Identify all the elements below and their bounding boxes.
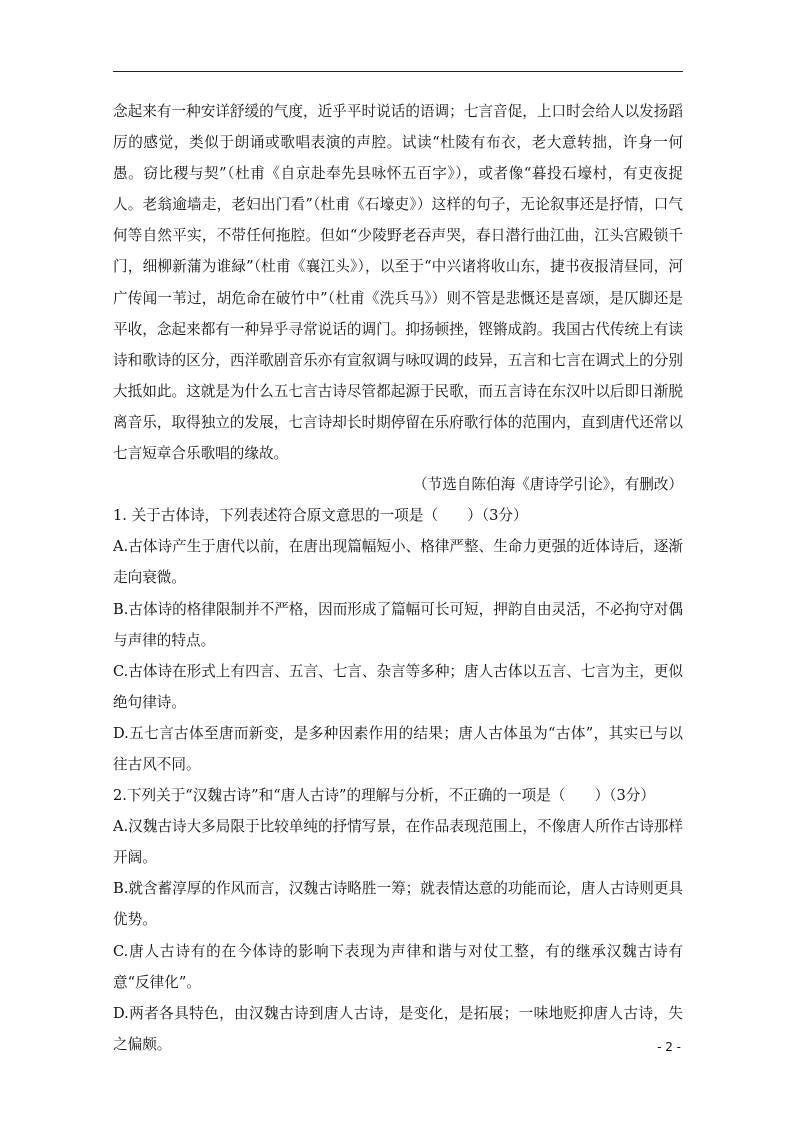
question-1-option-b: B.古体诗的格律限制并不严格，因而形成了篇幅可长可短，押韵自由灵活，不必拘守对偶与声律的特点。 (113, 600, 683, 649)
question-2-option-b: B.就含蓄淳厚的作风而言，汉魏古诗略胜一筹；就表情达意的功能而论，唐人古诗则更具优势。 (113, 880, 683, 929)
question-1-stem: 1. 关于古体诗，下列表述符合原文意思的一项是（ ）（3分） (113, 507, 528, 525)
passage-paragraph: 念起来有一种安详舒缓的气度，近乎平时说话的语调；七言音促，上口时会给人以发扬蹈厉的感觉，类似于朗诵或歌唱表演的声腔。试读“杜陵有布衣，老大意转拙，许身一何愚。窃比稷与契”（杜甫《自京赴奉先县咏怀五百字》），或者像“暮投石壕村，有吏夜捉人。老翁逾墙走，老妇出门看”（杜甫《石壕吏》）这样的句子，无论叙事还是抒情，口气何等自然平实，不带任何拖腔。但如“少陵野老吞声哭，春日潜行曲江曲，江头宫殿锁千门，细柳新蒲为谁緑”（杜甫《襄江头》），以至于“中兴诸将收山东，捷书夜报清昼同，河广传闻一苇过，胡危命在破竹中”（杜甫《洗兵马》）则不管是悲慨还是喜颂，是仄脚还是平收，念起来都有一种异乎寻常说话的调门。抑扬顿挫，铿锵成韵。我国古代传统上有读诗和歌诗的区分，西洋歌剧音乐亦有宣叙调与咏叹调的歧异，五言和七言在调式上的分别大抵如此。这就是为什么五七言古诗尽管都起源于民歌，而五言诗在东汉叶以后即日渐脱离音乐，取得独立的发展，七言诗却长时期停留在乐府歌行体的范围内，直到唐代还常以七言短章合乐歌唱的缘故。 (113, 103, 683, 463)
page-body (113, 96, 683, 1060)
question-2-option-d: D.两者各具特色，由汉魏古诗到唐人古诗，是变化，是拓展；一味地贬抑唐人古诗，失之偏颇。 (113, 1004, 683, 1053)
question-1-option-a: A.古体诗产生于唐代以前，在唐出现篇幅短小、格律严整、生命力更强的近体诗后，逐渐走向衰微。 (113, 538, 683, 587)
page-number: - 2 - (657, 1040, 681, 1054)
header-rule (113, 71, 683, 72)
question-1-option-d: D.五七言古体至唐而新变，是多种因素作用的结果；唐人古体虽为“古体”，其实已与以往古风不同。 (113, 724, 683, 773)
question-2-option-a: A.汉魏古诗大多局限于比较单纯的抒情写景，在作品表现范围上，不像唐人所作古诗那样开阔。 (113, 818, 683, 867)
question-2-option-c: C.唐人古诗有的在今体诗的影响下表现为声律和谐与对仗工整，有的继承汉魏古诗有意“反律化”。 (113, 942, 683, 991)
source-citation: （节选自陈伯海《唐诗学引论》，有删改） (413, 476, 683, 494)
question-1-option-c: C.古体诗在形式上有四言、五言、七言、杂言等多种；唐人古体以五言、七言为主，更似绝句律诗。 (113, 662, 683, 711)
question-2-stem: 2.下列关于“汉魏古诗”和“唐人古诗”的理解与分析，不正确的一项是（ ）（3分） (113, 787, 655, 805)
